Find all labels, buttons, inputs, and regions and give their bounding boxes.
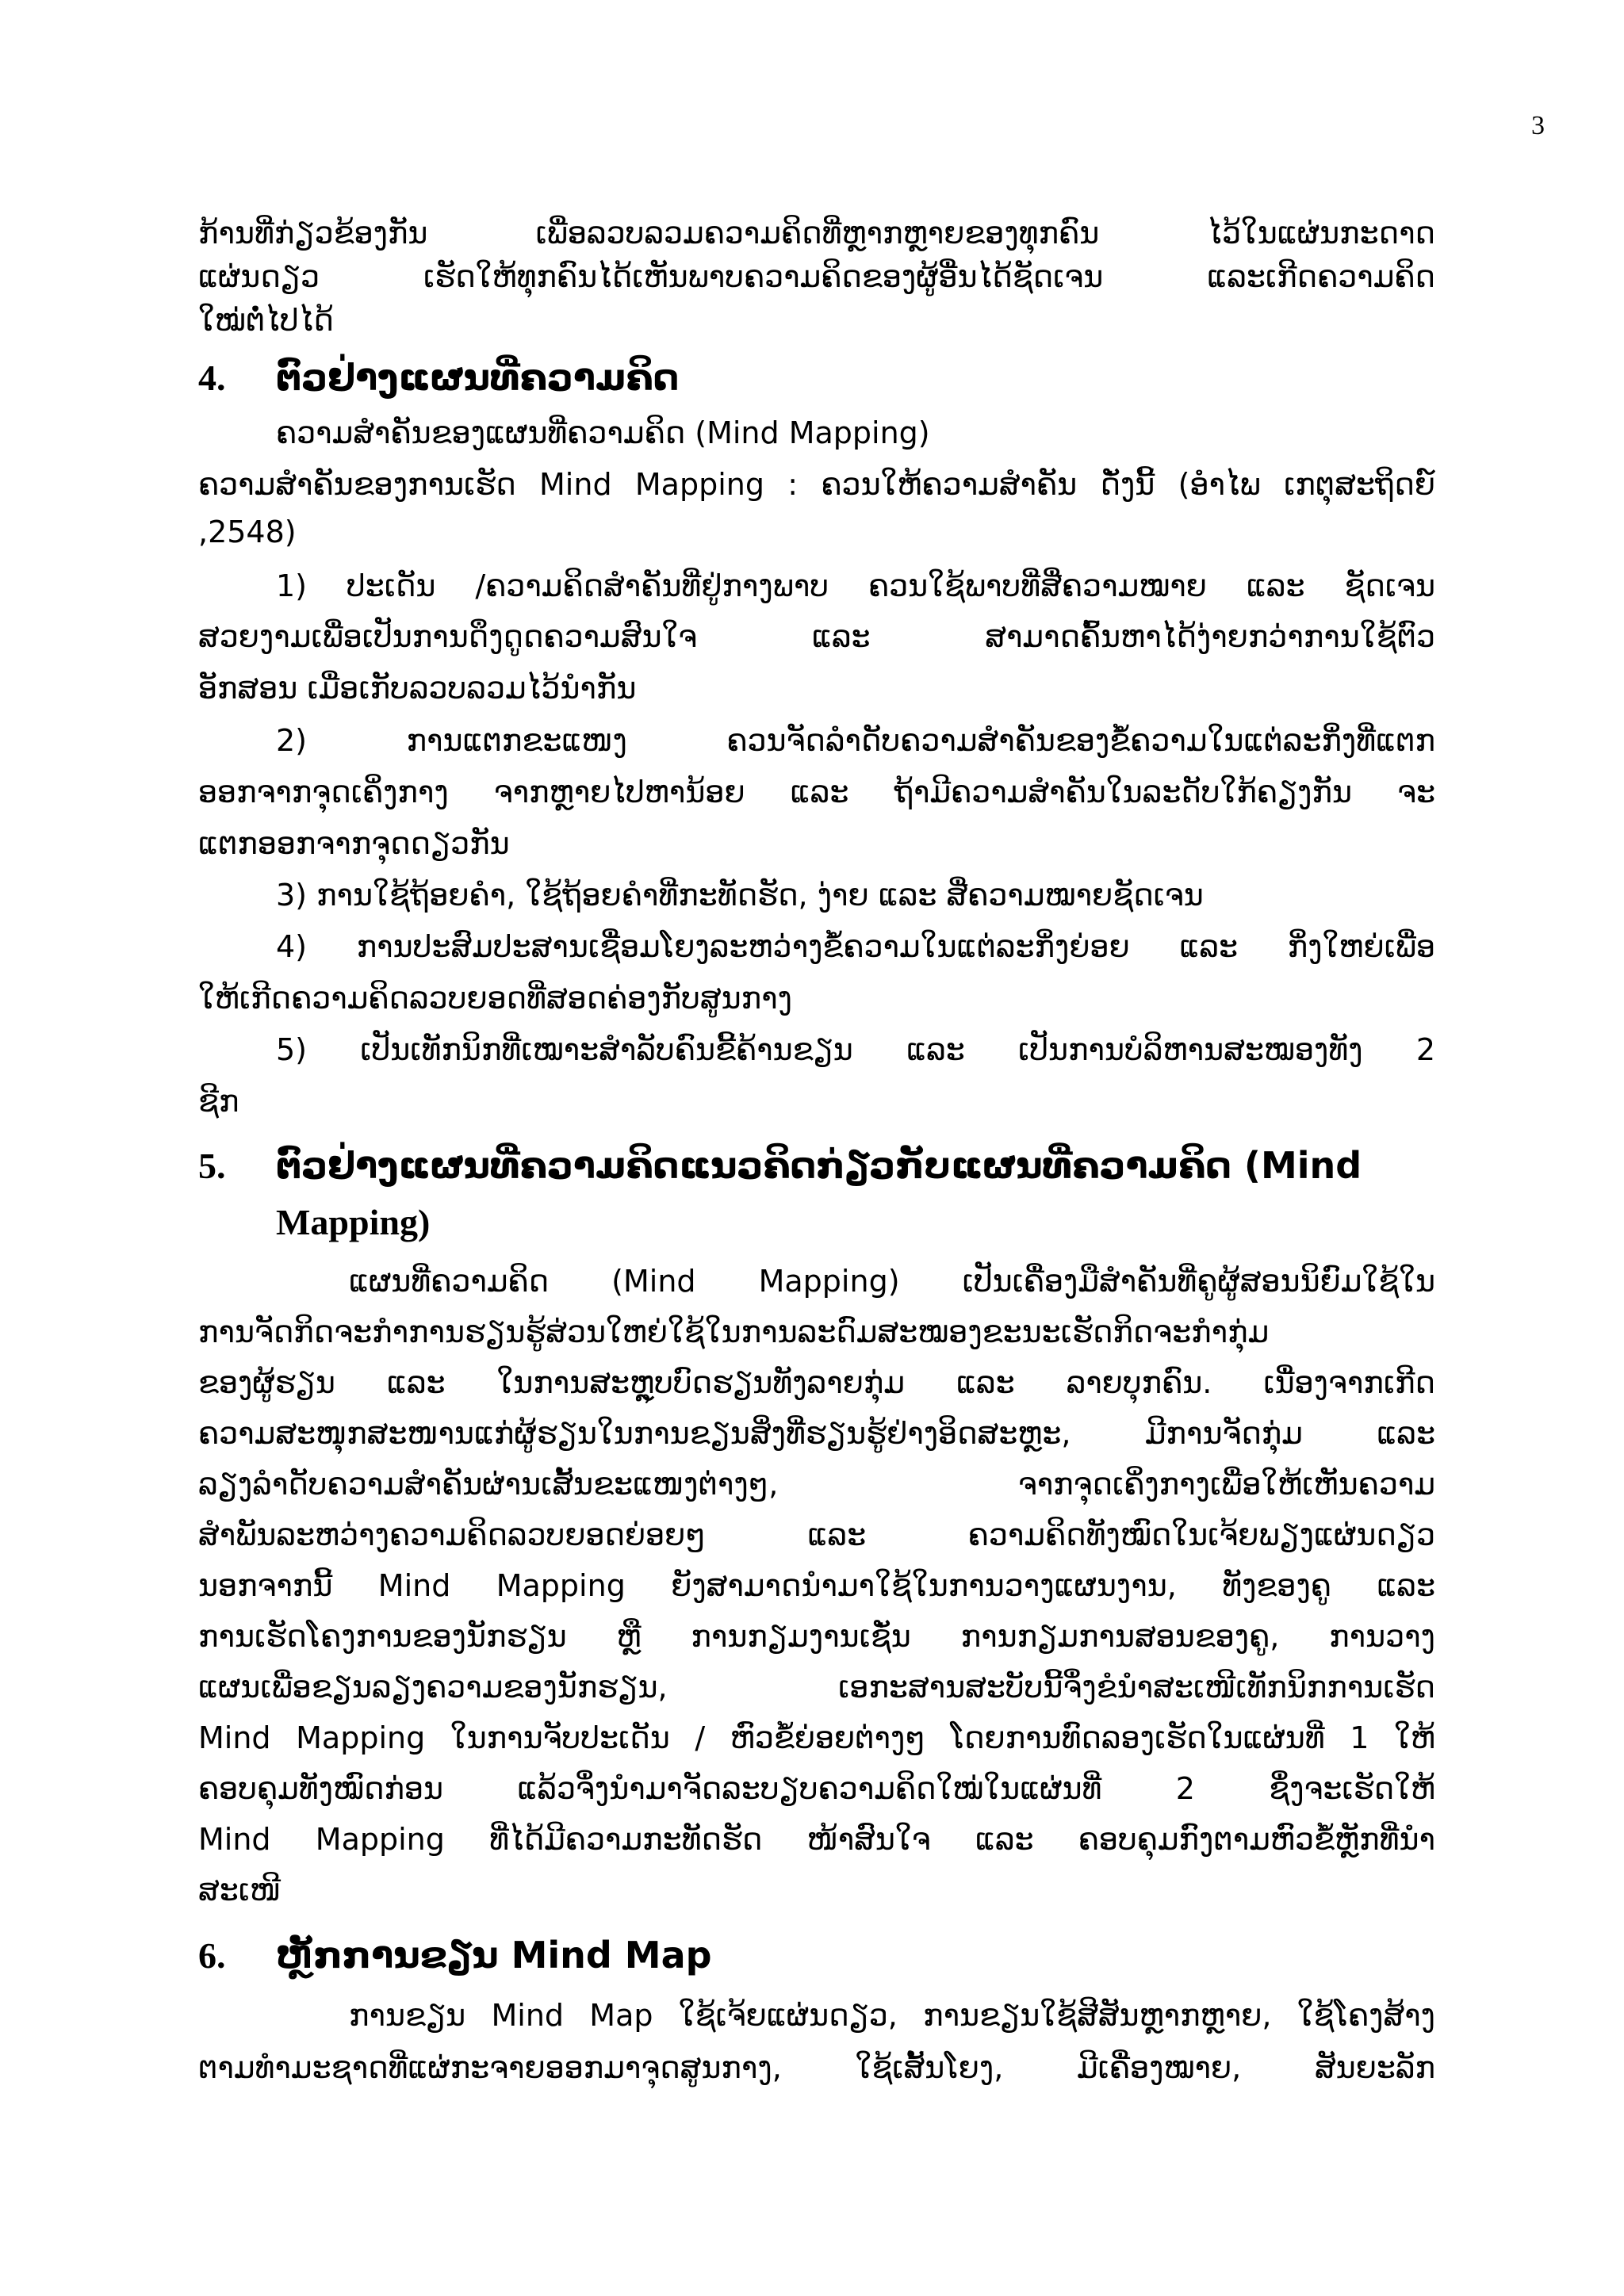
body-line: Mind Mapping ທີ່ໄດ້ມີຄວາມກະທັດຮັດ ໜ້າສົນໃຈ ແລະ ຄອບຄຸມກົງຕາມຫົວຂໍ້ຫຼັກທີ່ນຳ	[198, 1822, 1435, 1857]
body-line: ໃໝ່ຕໍ່ໄປໄດ້	[198, 303, 334, 338]
body-line: ການຈັດກິດຈະກຳການຮຽນຮູ້ສ່ວນໃຫຍ່ໃຊ້ໃນການລະດົມສະໝອງຂະນະເຮັດກິດຈະກຳກຸ່ມ	[198, 1314, 1270, 1349]
body-line: ສະເໜີ	[198, 1873, 282, 1908]
section-title-continued: Mapping)	[276, 1202, 431, 1242]
body-line: ໃຫ້ເກີດຄວາມຄິດລວບຍອດທີ່ສອດຄ່ອງກັບສູນກາງ	[198, 981, 792, 1016]
body-line: ນອກຈາກນີ້ Mind Mapping ຍັງສາມາດນຳມາໃຊ້ໃນການວາງແຜນງານ, ທັງຂອງຄູ ແລະ	[198, 1568, 1435, 1603]
body-line: Mind Mapping ໃນການຈັບປະເດັນ / ຫົວຂໍ້ຍ່ອຍຕ່າງໆ ໂດຍການທົດລອງເຮັດໃນແຜ່ນທີ່ 1 ໃຫ້	[198, 1720, 1435, 1755]
section-number: 6.	[198, 1935, 226, 1976]
body-line: ແຜນທີ່ຄວາມຄິດ (Mind Mapping) ເປັນເຄື່ອງມືສຳຄັນທີ່ຄູຜູ້ສອນນິຍົມໃຊ້ໃນ	[349, 1264, 1435, 1299]
body-line: ກ້ານທີ່ກ່ຽວຂ້ອງກັນ ເພື່ອລວບລວມຄວາມຄິດທີ່ຫຼາກຫຼາຍຂອງທຸກຄົນ ໄວ້ໃນແຜ່ນກະດາດ	[198, 216, 1435, 251]
body-line: ສຳພັນລະຫວ່າງຄວາມຄິດລວບຍອດຍ່ອຍໆ ແລະ ຄວາມຄິດທັງໝົດໃນເຈ້ຍພຽງແຜ່ນດຽວ	[198, 1517, 1435, 1552]
body-line: ແຜ່ນດຽວ ເຮັດໃຫ້ທຸກຄົນໄດ້ເຫັນພາບຄວາມຄິດຂອງຜູ້ອື່ນໄດ້ຊັດເຈນ ແລະເກີດຄວາມຄິດ	[198, 259, 1435, 294]
section-heading-6	[198, 1931, 1435, 1980]
section-heading-5	[198, 1142, 1435, 1190]
body-line: ຄວາມສະໜຸກສະໜານແກ່ຜູ້ຮຽນໃນການຂຽນສິ່ງທີ່ຮຽນຮູ້ຢ່າງອິດສະຫຼະ, ມີການຈັດກຸ່ມ ແລະ	[198, 1416, 1435, 1451]
list-item-5: 5) ເປັນເທັກນິກທີ່ເໝາະສຳລັບຄົນຂີ້ຄ້ານຂຽນ ແລະ ເປັນການບໍລິຫານສະໝອງທັງ 2	[276, 1032, 1435, 1067]
body-line: ສວຍງາມເພື່ອເປັນການດຶງດູດຄວາມສົນໃຈ ແລະ ສາມາດຄົ້ນຫາໄດ້ງ່າຍກວ່າການໃຊ້ຕົວ	[198, 619, 1435, 654]
body-line: ອອກຈາກຈຸດເຄິ່ງກາງ ຈາກຫຼາຍໄປຫານ້ອຍ ແລະ ຖ້າມີຄວາມສຳຄັນໃນລະດັບໃກ້ຄຽງກັນ ຈະ	[198, 775, 1435, 809]
body-line: ຂອງຜູ້ຮຽນ ແລະ ໃນການສະຫຼຸບບົດຮຽນທັງລາຍກຸ່ມ ແລະ ລາຍບຸກຄົນ. ເນື່ອງຈາກເກີດ	[198, 1365, 1435, 1400]
page-number: 3	[1531, 111, 1545, 140]
section-number: 4.	[198, 358, 226, 398]
body-line: ຄວາມສຳຄັນຂອງແຜນທີ່ຄວາມຄິດ (Mind Mapping)	[276, 415, 930, 450]
section-heading-4	[198, 354, 1435, 402]
list-item-3: 3) ການໃຊ້ຖ້ອຍຄຳ, ໃຊ້ຖ້ອຍຄຳທີ່ກະທັດຮັດ, ງ່າຍ ແລະ ສື່ຄວາມໝາຍຊັດເຈນ	[276, 878, 1204, 913]
body-line: ການຂຽນ Mind Map ໃຊ້ເຈ້ຍແຜ່ນດຽວ, ການຂຽນໃຊ້ສີສັນຫຼາກຫຼາຍ, ໃຊ້ໂຄງສ້າງ	[349, 1998, 1435, 2033]
body-line: ອັກສອນ ເມື່ອເກັບລວບລວມໄວ້ນຳກັນ	[198, 671, 637, 706]
section-number: 5.	[198, 1146, 226, 1186]
body-line: ຕາມທຳມະຊາດທີ່ແຜ່ກະຈາຍອອກມາຈຸດສູນກາງ, ໃຊ້ເສັ້ນໂຍງ, ມີເຄື່ອງໝາຍ, ສັນຍະລັກ	[198, 2050, 1435, 2085]
body-line: ຊີກ	[198, 1084, 239, 1119]
list-item-4: 4) ການປະສົມປະສານເຊື່ອມໂຍງລະຫວ່າງຂໍ້ຄວາມໃນແຕ່ລະກິ່ງຍ່ອຍ ແລະ ກິ່ງໃຫຍ່ເພື່ອ	[276, 929, 1435, 964]
list-item-2: 2) ການແຕກຂະແໜງ ຄວນຈັດລຳດັບຄວາມສຳຄັນຂອງຂໍ້ຄວາມໃນແຕ່ລະກິ່ງທີ່ແຕກ	[276, 723, 1435, 758]
section-title: ຫຼັກການຂຽນ Mind Map	[276, 1934, 712, 1976]
body-line: ລຽງລຳດັບຄວາມສຳຄັນຜ່ານເສັ້ນຂະແໜງຕ່າງໆ, ຈາກຈຸດເຄິ່ງກາງເພື່ອໃຫ້ເຫັນຄວາມ	[198, 1467, 1435, 1502]
section-title: ຕົວຢ່າງແຜນທີ່ຄວາມຄິດແນວຄິດກ່ຽວກັບແຜນທີ່ຄວາມຄິດ (Mind	[276, 1144, 1362, 1187]
section-title: ຕົວຢ່າງແຜນທີ່ຄວາມຄິດ	[276, 356, 680, 399]
body-line: ,2548)	[198, 515, 297, 549]
body-line: ຄອບຄຸມທັງໝົດກ່ອນ ແລ້ວຈຶ່ງນຳມາຈັດລະບຽບຄວາມຄິດໃໝ່ໃນແຜ່ນທີ່ 2 ຊຶ່ງຈະເຮັດໃຫ້	[198, 1771, 1435, 1806]
body-line: ແຕກອອກຈາກຈຸດດຽວກັນ	[198, 826, 510, 861]
list-item-1: 1) ປະເດັນ /ຄວາມຄິດສຳຄັນທີ່ຢູ່ກາງພາບ ຄວນໃຊ້ພາບທີ່ສື່ຄວາມໝາຍ ແລະ ຊັດເຈນ	[276, 568, 1435, 603]
body-line: ຄວາມສຳຄັນຂອງການເຮັດ Mind Mapping : ຄວນໃຫ້ຄວາມສຳຄັນ ດັ່ງນີ້ (ອຳໄພ ເກຕຸສະຖິດຍ໌	[198, 467, 1435, 502]
body-line: ແຜນເພື່ອຂຽນລຽງຄວາມຂອງນັກຮຽນ, ເອກະສານສະບັບນີ້ຈຶ່ງຂໍນຳສະເໜີເທັກນິກການເຮັດ	[198, 1670, 1435, 1705]
body-line: ການເຮັດໂຄງການຂອງນັກຮຽນ ຫຼື ການກຽມງານເຊັ່ນ ການກຽມການສອນຂອງຄູ, ການວາງ	[198, 1619, 1435, 1654]
